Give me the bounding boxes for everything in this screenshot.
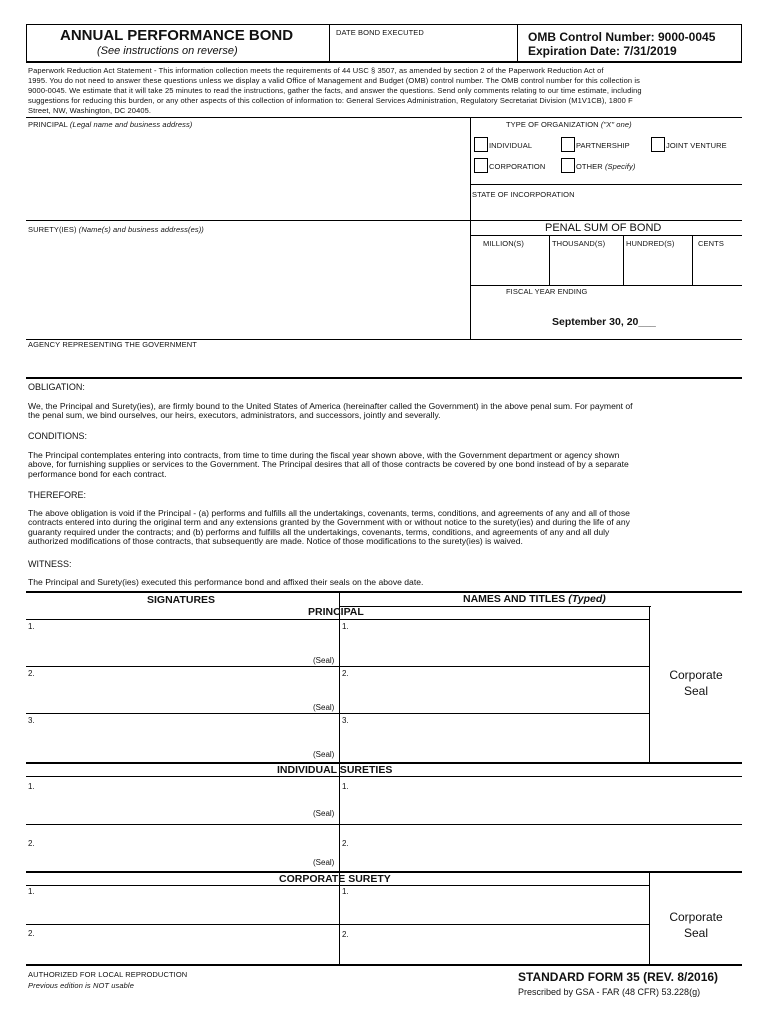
therefore-heading: THEREFORE: bbox=[28, 490, 87, 500]
surety-name-1-number: 1. bbox=[342, 782, 349, 791]
principal-sig-1-number: 1. bbox=[28, 622, 35, 631]
previous-edition-note: Previous edition is NOT usable bbox=[28, 981, 134, 990]
agency-field[interactable] bbox=[30, 352, 738, 374]
paperwork-bottom-rule bbox=[26, 117, 742, 118]
principal-seal-1: (Seal) bbox=[313, 656, 335, 665]
therefore-text: The above obligation is void if the Principal - (a) performs and fulfills all the undertakings, covenants, terms, conditions, and agreements of any and all of those contracts entered into during the original term and any extensions granted by the Government with or without notice to the surety(ies) and during the life of any guaranty required under the contracts; and (b) performs and fulfills all the undertakings, covenants, terms, conditions, and agreements of any and all duly authorized modifications of those contracts, that subsequently are made. Notice of those modifications to the surety(ies) is waived. bbox=[28, 508, 630, 547]
penal-col-2 bbox=[623, 235, 624, 285]
other-checkbox[interactable] bbox=[561, 158, 575, 173]
principal-name-1[interactable] bbox=[354, 622, 644, 662]
prescribed-by: Prescribed by GSA - FAR (48 CFR) 53.228(g) bbox=[518, 987, 701, 997]
header-top-rule bbox=[26, 24, 742, 25]
header-divider-1 bbox=[329, 24, 330, 62]
surety-name-2[interactable] bbox=[354, 839, 734, 867]
table-center-rule bbox=[339, 592, 340, 965]
individual-sureties-header-rule bbox=[26, 776, 742, 777]
principal-seal-2: (Seal) bbox=[313, 703, 335, 712]
corporate-surety-seal: Corporate Seal bbox=[669, 910, 723, 940]
partnership-label: PARTNERSHIP bbox=[576, 141, 630, 150]
surety-sig-1-number: 1. bbox=[28, 782, 35, 791]
header-divider-2 bbox=[517, 24, 518, 62]
table-top-rule bbox=[26, 591, 742, 593]
principal-name-2[interactable] bbox=[354, 669, 644, 709]
surety-top-rule bbox=[26, 220, 742, 221]
thousands-field[interactable] bbox=[551, 250, 621, 283]
joint-venture-label: JOINT VENTURE bbox=[666, 141, 727, 150]
surety-signature-2[interactable] bbox=[40, 839, 320, 855]
corporate-signature-1[interactable] bbox=[40, 887, 330, 921]
cents-field[interactable] bbox=[694, 250, 740, 283]
surety-field[interactable] bbox=[30, 237, 466, 333]
surety-seal-2: (Seal) bbox=[313, 858, 335, 867]
state-incorporation-field[interactable] bbox=[472, 200, 738, 216]
org-type-label: TYPE OF ORGANIZATION ("X" one) bbox=[506, 120, 632, 129]
millions-field[interactable] bbox=[472, 250, 547, 283]
principal-corporate-seal: Corporate Seal bbox=[669, 668, 723, 698]
authorized-reproduction: AUTHORIZED FOR LOCAL REPRODUCTION bbox=[28, 970, 188, 979]
surety-sig-2-number: 2. bbox=[28, 839, 35, 848]
thousands-label: THOUSAND(S) bbox=[552, 239, 606, 248]
corporate-signature-2[interactable] bbox=[40, 929, 330, 961]
corporate-surety-heading: CORPORATE SURETY bbox=[279, 873, 391, 885]
hundreds-label: HUNDRED(S) bbox=[626, 239, 675, 248]
principal-name-1-number: 1. bbox=[342, 622, 349, 631]
principal-name-3[interactable] bbox=[354, 716, 644, 756]
penal-col-1 bbox=[549, 235, 550, 285]
surety-seal-1: (Seal) bbox=[313, 809, 335, 818]
principal-divider bbox=[470, 117, 471, 340]
witness-text: The Principal and Surety(ies) executed this performance bond and affixed their seals on the above date. bbox=[28, 577, 424, 587]
obligation-text: We, the Principal and Surety(ies), are firmly bound to the United States of America (hereinafter called the Government) in the above penal sum. For payment of the penal sum, we bind ourselves, our heirs, executors, administrators, and successors, jointly and severally. bbox=[28, 401, 633, 421]
individual-checkbox[interactable] bbox=[474, 137, 488, 152]
corporate-name-2-number: 2. bbox=[342, 930, 349, 939]
surety-label: SURETY(IES) (Name(s) and business address(es)) bbox=[28, 225, 204, 234]
surety-signature-1[interactable] bbox=[40, 782, 320, 808]
corporate-row-1-rule bbox=[26, 924, 650, 925]
principal-row-2-rule bbox=[26, 713, 650, 714]
table-bottom-rule bbox=[26, 964, 742, 966]
penal-sum-title: PENAL SUM OF BOND bbox=[545, 222, 662, 234]
individual-sureties-heading: INDIVIDUAL SURETIES bbox=[277, 764, 393, 776]
partnership-checkbox[interactable] bbox=[561, 137, 575, 152]
principal-label: PRINCIPAL (Legal name and business address) bbox=[28, 120, 193, 129]
fiscal-top-rule bbox=[470, 285, 742, 286]
corporate-name-1-number: 1. bbox=[342, 887, 349, 896]
form-subtitle: (See instructions on reverse) bbox=[97, 45, 238, 57]
corporate-sig-1-number: 1. bbox=[28, 887, 35, 896]
names-titles-heading: NAMES AND TITLES (Typed) bbox=[463, 593, 606, 605]
other-label: OTHER (Specify) bbox=[576, 162, 636, 171]
principal-seal-3: (Seal) bbox=[313, 750, 335, 759]
principal-header-rule bbox=[26, 619, 650, 620]
penal-col-3 bbox=[692, 235, 693, 285]
date-executed-field[interactable] bbox=[336, 38, 512, 58]
form-title: ANNUAL PERFORMANCE BOND bbox=[60, 27, 294, 44]
form-number: STANDARD FORM 35 (REV. 8/2016) bbox=[518, 970, 719, 984]
principal-sig-2-number: 2. bbox=[28, 669, 35, 678]
witness-heading: WITNESS: bbox=[28, 559, 72, 569]
corporation-checkbox[interactable] bbox=[474, 158, 488, 173]
individual-label: INDIVIDUAL bbox=[489, 141, 533, 150]
principal-sig-3-number: 3. bbox=[28, 716, 35, 725]
millions-label: MILLION(S) bbox=[483, 239, 525, 248]
paperwork-statement: Paperwork Reduction Act Statement - This information collection meets the requirements of 44 USC § 3507, as amended by section 2 of the Paperwork Reduction Act of 1995. You do not need to answer these questions unless we display a valid Office of Management and Budget (OMB) control number. The OMB control number for this collection is 9000-0045. We estimate that it will take 25 minutes to read the instructions, gather the facts, and answer the questions. Send only comments relating to our time estimate, including suggestions for reducing this burden, or any other aspects of this collection of information to: General Services Administration, Regulatory Secretariat Division (M1V1CB), 1800 F Street, NW, Washington, DC 20405. bbox=[28, 66, 642, 115]
corporate-name-1[interactable] bbox=[354, 887, 644, 921]
principal-field[interactable] bbox=[30, 132, 466, 220]
expiration-date: Expiration Date: 7/31/2019 bbox=[528, 44, 677, 58]
omb-control-number: OMB Control Number: 9000-0045 bbox=[528, 30, 716, 44]
header-right-rule bbox=[741, 24, 742, 62]
agency-bottom-rule bbox=[26, 377, 742, 379]
conditions-text: The Principal contemplates entering into contracts, from time to time during the fiscal year shown above, with the Government department or agency shown above, for furnishing supplies or services to the Government. The Principal desires that all of those contracts be covered by one bond instead of by a separate performance bond for each contract. bbox=[28, 450, 629, 479]
surety-name-2-number: 2. bbox=[342, 839, 349, 848]
header-left-rule bbox=[26, 24, 27, 62]
principal-heading: PRINCIPAL bbox=[308, 606, 364, 618]
corporation-label: CORPORATION bbox=[489, 162, 546, 171]
principal-name-2-number: 2. bbox=[342, 669, 349, 678]
principal-signature-2[interactable] bbox=[40, 669, 320, 699]
header-bottom-rule bbox=[26, 61, 742, 63]
joint-venture-checkbox[interactable] bbox=[651, 137, 665, 152]
conditions-heading: CONDITIONS: bbox=[28, 431, 88, 441]
principal-signature-3[interactable] bbox=[40, 716, 320, 746]
cents-label: CENTS bbox=[698, 239, 724, 248]
obligation-heading: OBLIGATION: bbox=[28, 382, 85, 392]
corporate-surety-header-rule bbox=[26, 885, 650, 886]
fiscal-year-value[interactable]: September 30, 20___ bbox=[552, 316, 656, 328]
surety-row-1-rule bbox=[26, 824, 742, 825]
signatures-heading: SIGNATURES bbox=[147, 594, 216, 606]
corporate-sig-2-number: 2. bbox=[28, 929, 35, 938]
corporate-name-2[interactable] bbox=[354, 929, 644, 961]
agency-label: AGENCY REPRESENTING THE GOVERNMENT bbox=[28, 340, 197, 349]
state-incorporation-label: STATE OF INCORPORATION bbox=[472, 190, 575, 199]
surety-name-1[interactable] bbox=[354, 782, 734, 818]
principal-row-1-rule bbox=[26, 666, 650, 667]
state-top-rule bbox=[470, 184, 742, 185]
principal-signature-1[interactable] bbox=[40, 622, 320, 652]
fiscal-year-label: FISCAL YEAR ENDING bbox=[506, 287, 588, 296]
principal-name-3-number: 3. bbox=[342, 716, 349, 725]
hundreds-field[interactable] bbox=[625, 250, 690, 283]
date-executed-label: DATE BOND EXECUTED bbox=[336, 28, 424, 37]
penal-header-rule bbox=[470, 235, 742, 236]
names-header-rule bbox=[339, 606, 651, 607]
